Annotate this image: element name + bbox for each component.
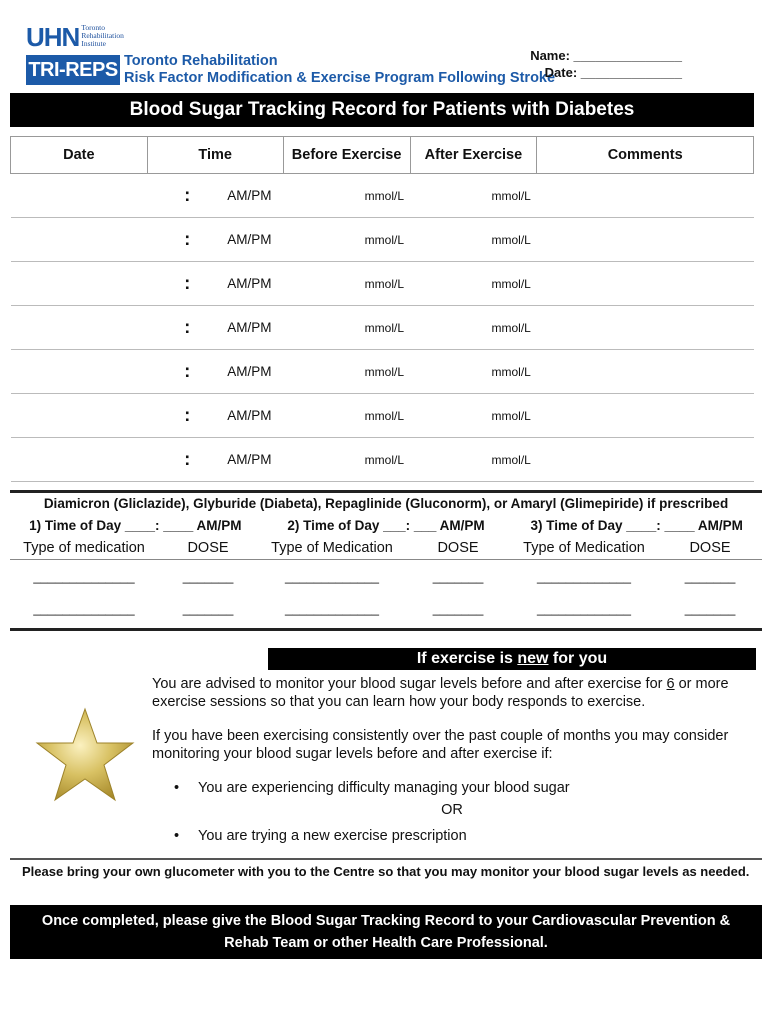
tracking-row xyxy=(11,174,754,218)
before-exercise-cell[interactable] xyxy=(283,262,410,306)
time-cell[interactable] xyxy=(147,306,283,350)
ampm-label: AM/PM xyxy=(227,232,272,247)
comments-cell[interactable] xyxy=(537,394,754,438)
before-unit: mmol/L xyxy=(364,188,405,203)
after-unit: mmol/L xyxy=(491,408,531,423)
exercise-info xyxy=(152,675,752,845)
col-dose-1: DOSE xyxy=(187,539,229,556)
time-cell[interactable] xyxy=(147,394,283,438)
after-unit: mmol/L xyxy=(491,452,531,467)
medication-type-blank[interactable]: _____________ xyxy=(537,568,631,584)
advice-text-b: or more exercise sessions so that you can learn how your body responds to exercise. xyxy=(152,676,729,710)
comments-cell[interactable] xyxy=(537,350,754,394)
bullet-item xyxy=(174,827,752,845)
uhn-logo xyxy=(26,22,124,53)
page-title: Blood Sugar Tracking Record for Patients with Diabetes xyxy=(10,93,754,127)
after-exercise-cell[interactable] xyxy=(410,394,537,438)
bullet-text: You are trying a new exercise prescription xyxy=(198,828,467,844)
time-colon: : xyxy=(184,317,191,337)
session-count: 6 xyxy=(666,676,675,692)
institute-name xyxy=(81,24,124,48)
advice-paragraph-2: If you have been exercising consistently over the past couple of months you may consider monitoring your blood sugar levels before and after exercise if: xyxy=(152,728,729,762)
comments-cell[interactable] xyxy=(537,174,754,218)
bullet-dot: • xyxy=(174,828,180,844)
advice-paragraph-1 xyxy=(152,675,752,711)
time-colon: : xyxy=(184,273,191,293)
before-unit: mmol/L xyxy=(364,276,405,291)
before-unit: mmol/L xyxy=(364,408,405,423)
time-colon: : xyxy=(184,449,191,469)
exercise-heading-suffix: for you xyxy=(548,650,608,667)
before-unit: mmol/L xyxy=(364,364,405,379)
after-unit: mmol/L xyxy=(491,320,531,335)
date-cell[interactable] xyxy=(11,174,148,218)
comments-cell[interactable] xyxy=(537,218,754,262)
time-colon: : xyxy=(184,361,191,381)
exercise-heading-new: new xyxy=(517,650,549,667)
medication-columns xyxy=(10,536,762,560)
tracking-header-row xyxy=(11,137,754,174)
time-of-day-2[interactable]: 2) Time of Day ___: ___ AM/PM xyxy=(287,517,485,533)
dose-blank[interactable]: _______ xyxy=(182,568,234,584)
final-instruction xyxy=(10,905,762,959)
bullet-dot: • xyxy=(174,780,180,796)
exercise-heading xyxy=(268,648,756,670)
medication-section xyxy=(10,490,762,631)
after-unit: mmol/L xyxy=(491,188,531,203)
ampm-label: AM/PM xyxy=(227,364,272,379)
before-exercise-cell[interactable] xyxy=(283,438,410,482)
ampm-label: AM/PM xyxy=(227,320,272,335)
header xyxy=(0,0,770,92)
institute-line: Toronto xyxy=(81,22,105,32)
after-unit: mmol/L xyxy=(491,276,531,291)
header-after-exercise: After Exercise xyxy=(410,137,537,174)
before-unit: mmol/L xyxy=(364,452,405,467)
time-cell[interactable] xyxy=(147,350,283,394)
advice-text-a: You are advised to monitor your blood sugar levels before and after exercise for xyxy=(152,676,667,692)
date-cell[interactable] xyxy=(11,350,148,394)
tracking-table xyxy=(10,136,754,482)
dose-blank[interactable]: _______ xyxy=(432,568,484,584)
col-dose-2: DOSE xyxy=(437,539,479,556)
dose-blank[interactable]: _______ xyxy=(684,600,736,616)
medication-entry-row xyxy=(10,560,762,592)
medication-type-blank[interactable]: ______________ xyxy=(33,600,135,616)
before-exercise-cell[interactable] xyxy=(283,394,410,438)
time-of-day-1[interactable]: 1) Time of Day ____: ____ AM/PM xyxy=(29,517,242,533)
ampm-label: AM/PM xyxy=(227,408,272,423)
institute-line: Rehabilitation xyxy=(81,30,124,40)
ampm-label: AM/PM xyxy=(227,188,272,203)
dose-blank[interactable]: _______ xyxy=(684,568,736,584)
comments-cell[interactable] xyxy=(537,438,754,482)
name-field[interactable]: Name: _______________ xyxy=(530,48,682,63)
medication-type-blank[interactable]: _____________ xyxy=(285,568,379,584)
col-type-medication-2: Type of Medication xyxy=(271,539,393,556)
header-date: Date xyxy=(11,137,148,174)
comments-cell[interactable] xyxy=(537,262,754,306)
program-title-line2: Risk Factor Modification & Exercise Program Following Stroke xyxy=(124,70,556,86)
medication-type-blank[interactable]: ______________ xyxy=(33,568,135,584)
date-cell[interactable] xyxy=(11,262,148,306)
bullet-text: You are experiencing difficulty managing your blood sugar xyxy=(198,780,570,796)
time-colon: : xyxy=(184,405,191,425)
col-type-medication-3: Type of Medication xyxy=(523,539,645,556)
after-exercise-cell[interactable] xyxy=(410,306,537,350)
date-cell[interactable] xyxy=(11,306,148,350)
or-separator: OR xyxy=(441,802,463,818)
date-cell[interactable] xyxy=(11,394,148,438)
tracking-row xyxy=(11,394,754,438)
before-unit: mmol/L xyxy=(364,232,405,247)
comments-cell[interactable] xyxy=(537,306,754,350)
dose-blank[interactable]: _______ xyxy=(182,600,234,616)
before-exercise-cell[interactable] xyxy=(283,218,410,262)
final-instruction-line1: Once completed, please give the Blood Sugar Tracking Record to your Cardiovascular Prevention & xyxy=(41,913,731,929)
time-cell[interactable] xyxy=(147,262,283,306)
medication-entry-row xyxy=(10,592,762,624)
header-time: Time xyxy=(147,137,283,174)
exercise-heading-prefix: If exercise is xyxy=(416,650,518,667)
final-instruction-line2: Rehab Team or other Health Care Professional. xyxy=(224,935,548,951)
header-before-exercise: Before Exercise xyxy=(283,137,410,174)
after-exercise-cell[interactable] xyxy=(410,174,537,218)
after-unit: mmol/L xyxy=(491,364,531,379)
after-unit: mmol/L xyxy=(491,232,531,247)
time-colon: : xyxy=(184,229,191,249)
medication-type-blank[interactable]: _____________ xyxy=(537,600,631,616)
date-field[interactable]: Date: ______________ xyxy=(544,65,682,80)
after-exercise-cell[interactable] xyxy=(410,350,537,394)
medication-type-blank[interactable]: _____________ xyxy=(285,600,379,616)
program-badge: TRI-REPS xyxy=(26,55,120,85)
tracking-row xyxy=(11,306,754,350)
glucometer-note: Please bring your own glucometer with you to the Centre so that you may monitor your blood sugar levels as needed. xyxy=(10,858,762,880)
col-dose-3: DOSE xyxy=(689,539,731,556)
gold-star-icon xyxy=(34,707,136,803)
time-colon: : xyxy=(184,185,191,205)
program-title-line1: Toronto Rehabilitation xyxy=(124,53,278,69)
date-cell[interactable] xyxy=(11,438,148,482)
before-exercise-cell[interactable] xyxy=(283,306,410,350)
tracking-row xyxy=(11,262,754,306)
ampm-label: AM/PM xyxy=(227,276,272,291)
after-exercise-cell[interactable] xyxy=(410,262,537,306)
tracking-row xyxy=(11,350,754,394)
header-comments: Comments xyxy=(537,137,754,174)
medication-times xyxy=(10,514,762,536)
tracking-row xyxy=(11,438,754,482)
after-exercise-cell[interactable] xyxy=(410,218,537,262)
uhn-logo-text: UHN xyxy=(26,22,80,52)
medication-section-end xyxy=(10,628,762,631)
time-cell[interactable] xyxy=(147,438,283,482)
before-exercise-cell[interactable] xyxy=(283,350,410,394)
time-cell[interactable] xyxy=(147,218,283,262)
ampm-label: AM/PM xyxy=(227,452,272,467)
date-cell[interactable] xyxy=(11,218,148,262)
before-unit: mmol/L xyxy=(364,320,405,335)
dose-blank[interactable]: _______ xyxy=(432,600,484,616)
after-exercise-cell[interactable] xyxy=(410,438,537,482)
time-cell[interactable] xyxy=(147,174,283,218)
time-of-day-3[interactable]: 3) Time of Day ____: ____ AM/PM xyxy=(530,517,743,533)
tracking-row xyxy=(11,218,754,262)
col-type-medication-1: Type of medication xyxy=(23,539,145,556)
name-date-fields xyxy=(530,47,682,81)
bullet-item xyxy=(174,779,752,797)
medication-heading: Diamicron (Gliclazide), Glyburide (Diabeta), Repaglinide (Gluconorm), or Amaryl (Glimepiride) if prescribed xyxy=(43,496,729,511)
uhn-logo-mark xyxy=(26,22,79,53)
institute-line: Institute xyxy=(81,38,106,48)
before-exercise-cell[interactable] xyxy=(283,174,410,218)
